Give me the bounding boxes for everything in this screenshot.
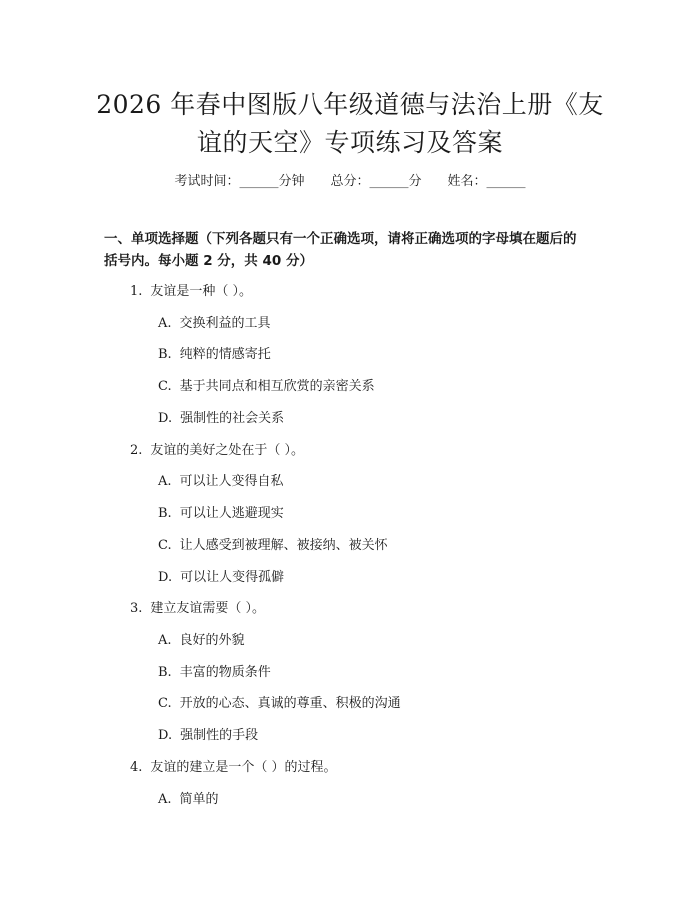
question-number: 4. (130, 760, 143, 775)
exam-name: 姓名：______ (447, 174, 526, 189)
question-number: 2. (130, 443, 143, 458)
option-1d (158, 410, 284, 428)
question-text: 建立友谊需要（ ）。 (150, 601, 266, 616)
option-text: 简单的 (179, 792, 219, 807)
option-text: 良好的外貌 (179, 633, 245, 648)
option-3d (158, 727, 258, 745)
option-text: 纯粹的情感寄托 (179, 347, 271, 362)
question-text: 友谊的建立是一个（ ）的过程。 (150, 760, 337, 775)
document-title (90, 86, 610, 162)
question-4 (130, 759, 337, 777)
question-number: 3. (130, 601, 143, 616)
question-2 (130, 442, 304, 460)
option-label: A. (158, 633, 172, 648)
option-text: 交换利益的工具 (179, 316, 271, 331)
option-label: B. (158, 665, 172, 680)
option-label: D. (158, 570, 173, 585)
title-line-2: 谊的天空》专项练习及答案 (196, 128, 503, 157)
option-label: D. (158, 728, 173, 743)
option-text: 让人感受到被理解、被接纳、被关怀 (179, 538, 388, 553)
option-label: C. (158, 538, 172, 553)
question-number: 1. (130, 284, 143, 299)
section-heading-line-2: 括号内。每小题 2 分，共 40 分） (104, 253, 313, 269)
option-text: 可以让人变得孤僻 (180, 570, 285, 585)
option-label: A. (158, 316, 172, 331)
option-2c (158, 537, 388, 555)
option-text: 基于共同点和相互欣赏的亲密关系 (179, 379, 375, 394)
option-text: 开放的心态、真诚的尊重、积极的沟通 (179, 696, 401, 711)
option-label: D. (158, 411, 173, 426)
exam-score: 总分：______分 (330, 174, 422, 189)
option-label: C. (158, 379, 172, 394)
option-4a (158, 791, 219, 809)
title-line-1: 2026 年春中图版八年级道德与法治上册《友 (96, 90, 604, 119)
option-text: 丰富的物质条件 (179, 665, 271, 680)
option-text: 强制性的社会关系 (180, 411, 285, 426)
option-label: B. (158, 506, 172, 521)
option-1a (158, 315, 271, 333)
option-text: 可以让人逃避现实 (179, 506, 284, 521)
question-1 (130, 283, 252, 301)
option-2d (158, 569, 284, 587)
question-3 (130, 600, 265, 618)
option-1c (158, 378, 375, 396)
exam-time: 考试时间：______分钟 (174, 174, 305, 189)
option-2b (158, 505, 284, 523)
question-text: 友谊是一种（ ）。 (150, 284, 253, 299)
option-2a (158, 473, 284, 491)
option-label: A. (158, 792, 172, 807)
option-3b (158, 664, 271, 682)
option-label: B. (158, 347, 172, 362)
option-3c (158, 695, 401, 713)
question-text: 友谊的美好之处在于（ ）。 (150, 443, 305, 458)
section-heading (104, 228, 604, 272)
exam-meta (0, 170, 700, 189)
option-label: C. (158, 696, 172, 711)
option-label: A. (158, 474, 172, 489)
option-1b (158, 346, 271, 364)
option-3a (158, 632, 245, 650)
option-text: 可以让人变得自私 (179, 474, 284, 489)
option-text: 强制性的手段 (180, 728, 259, 743)
section-heading-line-1: 一、单项选择题（下列各题只有一个正确选项，请将正确选项的字母填在题后的 (104, 231, 577, 247)
